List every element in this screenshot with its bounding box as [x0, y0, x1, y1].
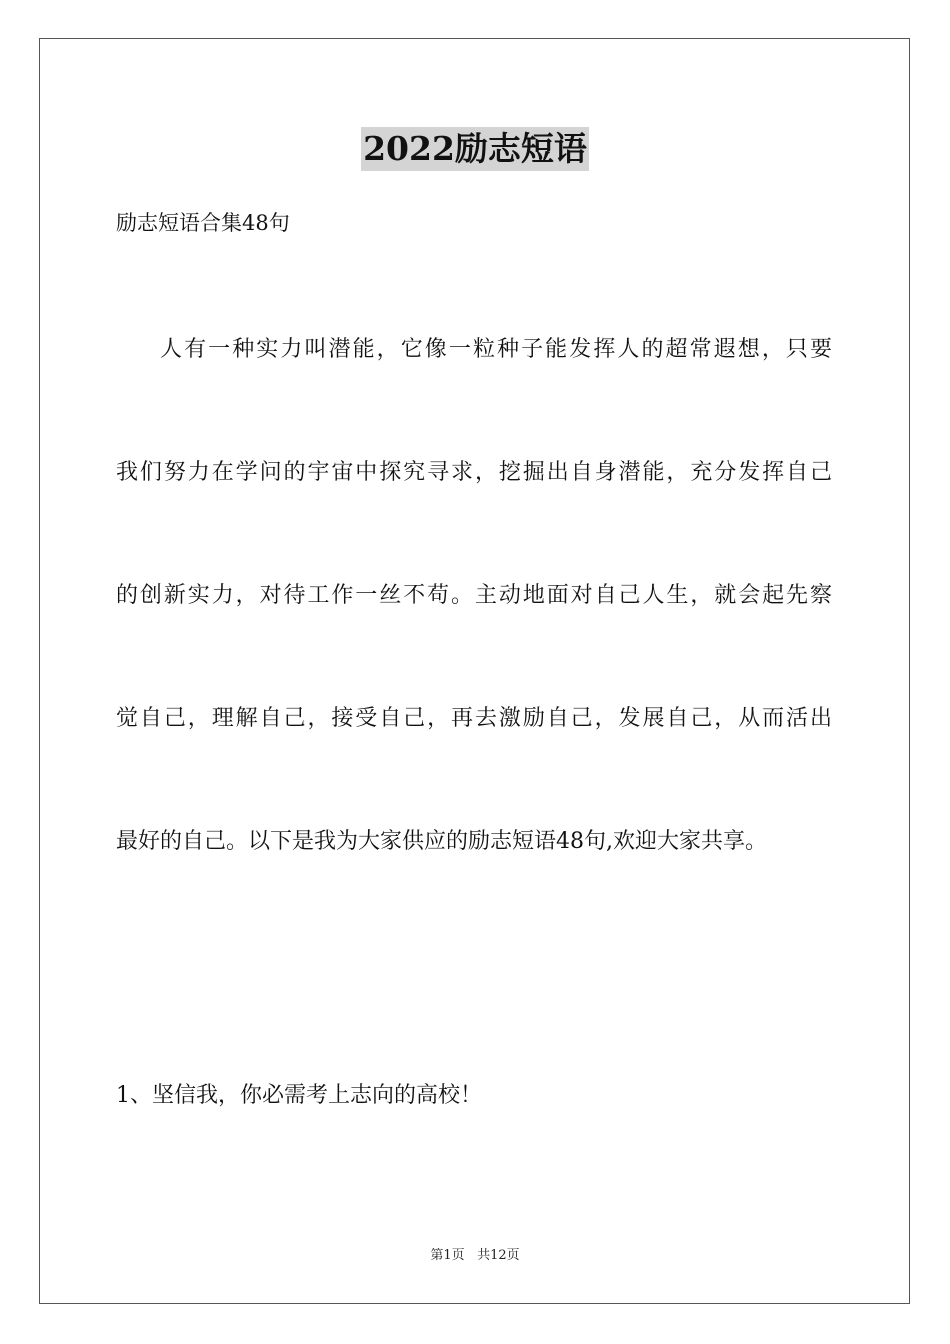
page-number-current: 第1页 [430, 1248, 465, 1263]
intro-paragraph-line: 人有一种实力叫潜能，它像一粒种子能发挥人的超常遐想，只要 [160, 337, 832, 362]
list-item: 1、坚信我，你必需考上志向的高校！ [116, 1083, 482, 1108]
intro-paragraph-line: 最好的自己。以下是我为大家供应的励志短语48句,欢迎大家共享。 [116, 829, 767, 854]
intro-paragraph-line: 的创新实力，对待工作一丝不苟。主动地面对自己人生，就会起先察 [116, 583, 832, 608]
title-container [0, 127, 950, 171]
intro-paragraph-line: 我们努力在学问的宇宙中探究寻求，挖掘出自身潜能，充分发挥自己 [116, 460, 832, 485]
document-subtitle: 励志短语合集48句 [116, 211, 290, 235]
page-number-total: 共12页 [477, 1248, 520, 1263]
page-footer [0, 1246, 950, 1266]
intro-paragraph-line: 觉自己，理解自己，接受自己，再去激励自己，发展自己，从而活出 [116, 706, 832, 731]
document-title: 2022励志短语 [361, 127, 589, 171]
